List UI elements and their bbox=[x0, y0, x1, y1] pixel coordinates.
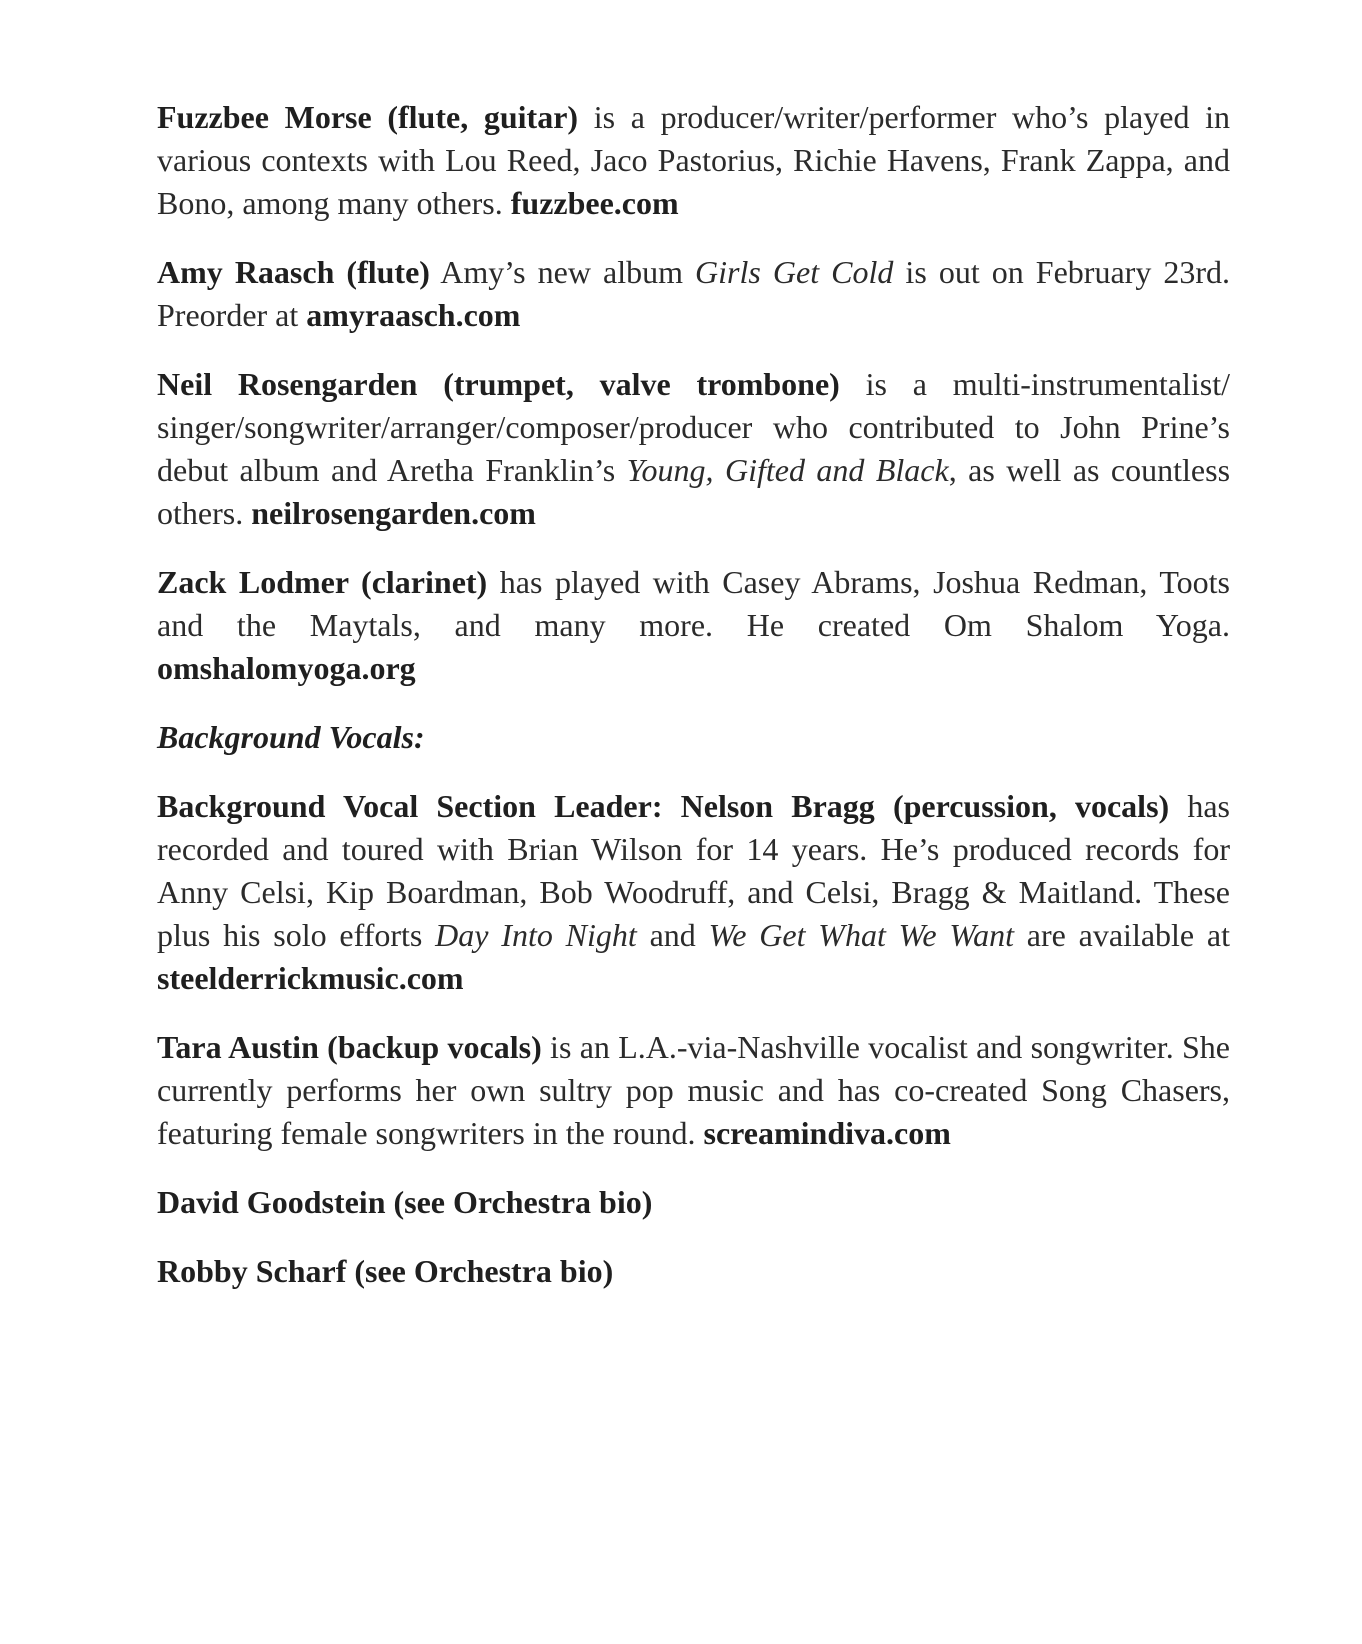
bio-text: has recorded and toured with Brian Wilson for 14 years. He’s produced records for Anny Celsi, Kip Boardman, Bob Woodruff, and Celsi, Bragg & Maitland. These plus his solo efforts bbox=[157, 788, 1231, 953]
bio-link: omshalomyoga.org bbox=[157, 650, 416, 686]
album-title: Girls Get Cold bbox=[695, 254, 894, 290]
bio-name: Robby Scharf (see Orchestra bio) bbox=[157, 1253, 614, 1289]
bio-page bbox=[157, 96, 1230, 1319]
bio-link: amyraasch.com bbox=[306, 297, 521, 333]
bio-neil-rosengarden bbox=[157, 363, 1230, 535]
bio-tara-austin bbox=[157, 1026, 1230, 1155]
bio-name: Fuzzbee Morse (flute, guitar) bbox=[157, 99, 579, 135]
section-heading-background-vocals bbox=[157, 716, 1230, 759]
bio-text: , as well as countless others. bbox=[157, 452, 1231, 531]
album-title: We Get What We Want bbox=[708, 917, 1014, 953]
bio-robby-scharf bbox=[157, 1250, 1230, 1293]
bio-name: Neil Rosengarden (trumpet, valve trombone) bbox=[157, 366, 840, 402]
section-heading: Background Vocals: bbox=[157, 719, 425, 755]
album-title: Day Into Night bbox=[435, 917, 637, 953]
bio-name: Zack Lodmer (clarinet) bbox=[157, 564, 488, 600]
bio-name: Amy Raasch (flute) bbox=[157, 254, 430, 290]
bio-text: is an L.A.-via-Nashville vocalist and songwriter. She currently performs her own sultry pop music and has co-created Song Chasers, featuring female songwriters in the round. bbox=[157, 1029, 1230, 1151]
bio-name: Background Vocal Section Leader: Nelson Bragg (percussion, vocals) bbox=[157, 788, 1170, 824]
bio-text: is out on February 23rd. Preorder at bbox=[157, 254, 1231, 333]
bio-zack-lodmer bbox=[157, 561, 1230, 690]
bio-link: neilrosengarden.com bbox=[251, 495, 536, 531]
bio-link: screamindiva.com bbox=[703, 1115, 951, 1151]
bio-text: and bbox=[636, 917, 709, 953]
bio-fuzzbee-morse bbox=[157, 96, 1230, 225]
bio-text: has played with Casey Abrams, Joshua Redman, Toots and the Maytals, and many more. He created Om Shalom Yoga. bbox=[157, 564, 1231, 643]
bio-name: David Goodstein (see Orchestra bio) bbox=[157, 1184, 653, 1220]
bio-text: is a multi-instrumentalist/ singer/songwriter/arranger/composer/producer who contributed to John Prine’s debut album and Aretha Franklin’s bbox=[157, 366, 1231, 488]
bio-link: fuzzbee.com bbox=[510, 185, 679, 221]
bio-link: steelderrickmusic.com bbox=[157, 960, 464, 996]
bio-text: are available at bbox=[1013, 917, 1231, 953]
bio-text: Amy’s new album bbox=[429, 254, 696, 290]
album-title: Young, Gifted and Black bbox=[626, 452, 949, 488]
bio-nelson-bragg bbox=[157, 785, 1230, 1000]
bio-name: Tara Austin (backup vocals) bbox=[157, 1029, 542, 1065]
bio-text: is a producer/writer/performer who’s played in various contexts with Lou Reed, Jaco Pastorius, Richie Havens, Frank Zappa, and Bono, among many others. bbox=[157, 99, 1230, 221]
bio-david-goodstein bbox=[157, 1181, 1230, 1224]
bio-amy-raasch bbox=[157, 251, 1230, 337]
